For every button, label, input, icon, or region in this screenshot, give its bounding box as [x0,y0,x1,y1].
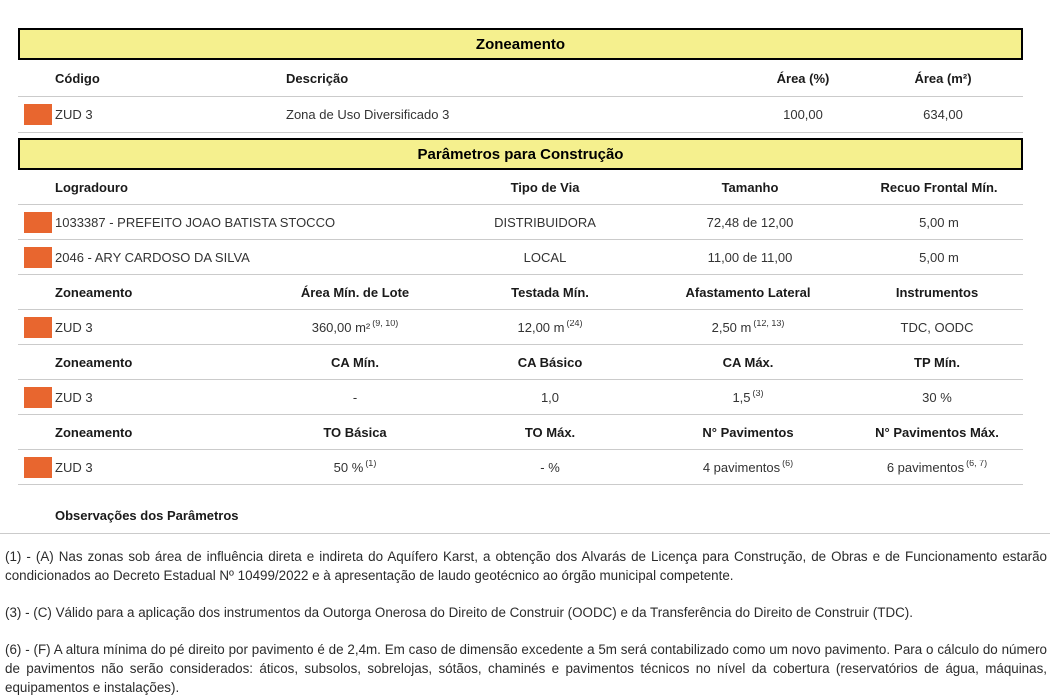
col-header-tipo-via: Tipo de Via [510,179,580,195]
logradouro-table [18,170,1023,275]
zone-description: Zona de Uso Diversificado 3 [286,107,450,122]
zone-area-m2: 634,00 [923,107,963,122]
col-header-zoneamento: Zoneamento [55,284,133,300]
street-size: 72,48 de 12,00 [706,214,794,230]
street-type: DISTRIBUIDORA [494,214,596,230]
col-header-zoneamento: Zoneamento [55,424,133,440]
section-bar-zoneamento [18,28,1023,60]
col-header-logradouro: Logradouro [55,179,128,195]
street-name: 2046 - ARY CARDOSO DA SILVA [55,249,250,265]
col-header-ca-basico: CA Básico [517,354,583,370]
zoneamento-table [18,60,1023,133]
section-bar-parametros [18,138,1023,170]
note-ref: (12, 13) [753,319,785,329]
col-header-descricao: Descrição [286,70,349,86]
swatch-cell [18,104,52,125]
swatch-cell [18,317,52,338]
col-header-to-max: TO Máx. [524,424,576,440]
col-header-ca-max: CA Máx. [722,354,774,370]
note-3: (3) - (C) Válido para a aplicação dos instrumentos da Outorga Onerosa do Direito de Construir (OODC) e da Transferência do Direito de Construir (TDC). [5,605,913,620]
zoneamento-header-row [18,60,1023,97]
zoneamento-row [18,97,1023,133]
street-size: 11,00 de 11,00 [707,249,793,265]
col-header-area-min-lote: Área Mín. de Lote [300,284,410,300]
to-basica-value: 50 % $^{(1)}$ [333,459,377,475]
col-header-to-basica: TO Básica [323,424,387,440]
min-frontage: 12,00 m $^{(24)}$ [517,319,583,335]
col-header-recuo: Recuo Frontal Mín. [880,179,998,195]
zone-code: ZUD 3 [55,107,93,122]
lote-row [18,310,1023,345]
zone-color-swatch [24,104,52,125]
col-header-n-pavimentos: N° Pavimentos [702,424,794,440]
lote-table [18,275,1023,345]
note-ref: (6, 7) [966,459,988,469]
ca-basico-value: 1,0 [540,389,560,405]
ca-max-value: 1,5 $^{(3)}$ [732,389,764,405]
pavimentos-value: 4 pavimentos $^{(6)}$ [702,459,794,475]
street-type: LOCAL [523,249,567,265]
to-header-row [18,415,1023,450]
col-header-tamanho: Tamanho [721,179,779,195]
pavimentos-max-value: 6 pavimentos $^{(6, 7)}$ [886,459,988,475]
col-header-afastamento-lateral: Afastamento Lateral [685,284,811,300]
front-setback: 5,00 m [919,249,959,265]
swatch-cell [18,457,52,478]
col-header-ca-min: CA Mín. [331,354,379,370]
lateral-setback: 2,50 m $^{(12, 13)}$ [711,319,785,335]
instruments: TDC, OODC [900,319,974,335]
zone-color-swatch [24,387,52,408]
observacoes-notes [5,547,1047,697]
col-header-testada-min: Testada Mín. [511,284,589,300]
zone-color-swatch [24,457,52,478]
col-header-zoneamento: Zoneamento [55,354,133,370]
swatch-cell [18,247,52,268]
col-header-area-pct: Área (%) [776,70,830,86]
to-table [18,415,1023,485]
ca-row [18,380,1023,415]
zone-color-swatch [24,317,52,338]
swatch-cell [18,212,52,233]
col-header-codigo: Código [55,70,100,86]
note-ref: (9, 10) [372,319,399,329]
note-ref: (3) [752,389,764,399]
observacoes-heading: Observações dos Parâmetros [0,497,1050,534]
col-header-n-pavimentos-max: N° Pavimentos Máx. [875,424,999,440]
to-row [18,450,1023,485]
zone-code: ZUD 3 [55,459,93,475]
zone-color-swatch [24,212,52,233]
logradouro-row-2 [18,240,1023,275]
swatch-cell [18,387,52,408]
ca-table [18,345,1023,415]
logradouro-header-row [18,170,1023,205]
ca-header-row [18,345,1023,380]
ca-min-value: - [352,389,358,405]
col-header-tp-min: TP Mín. [914,354,960,370]
zone-code: ZUD 3 [55,319,93,335]
zone-code: ZUD 3 [55,389,93,405]
lote-header-row [18,275,1023,310]
to-max-value: - % [540,459,560,475]
zone-color-swatch [24,247,52,268]
zone-area-pct: 100,00 [783,107,823,122]
note-6: (6) - (F) A altura mínima do pé direito por pavimento é de 2,4m. Em caso de dimensão excedente a 5m será contabilizado como um novo pavimento. Para o cálculo do número de pavimentos não serão considerados: áticos, subsolos, sobrelojas, sótãos, chaminés e pavimentos técnicos no nível da cobertura (reservatórios de água, máquinas, equipamentos e instalações). [5,642,1047,695]
note-1: (1) - (A) Nas zonas sob área de influência direta e indireta do Aquífero Karst, a obtenção dos Alvarás de Licença para Construção, de Obras e de Funcionamento estarão condicionados ao Decreto Estadual Nº 10499/2022 e à apresentação de laudo geotécnico ao órgão municipal competente. [5,549,1047,583]
section-title-zoneamento: Zoneamento [475,35,566,53]
note-ref: (6) [782,459,794,469]
note-ref: (24) [566,319,583,329]
section-title-parametros: Parâmetros para Construção [417,145,624,163]
tp-min-value: 30 % [922,389,952,405]
col-header-instrumentos: Instrumentos [895,284,979,300]
front-setback: 5,00 m [919,214,959,230]
logradouro-row-1 [18,205,1023,240]
min-lot-area: 360,00 m² $^{(9, 10)}$ [311,319,399,335]
col-header-area-m2: Área (m²) [914,70,972,86]
street-name: 1033387 - PREFEITO JOAO BATISTA STOCCO [55,214,336,230]
note-ref: (1) [365,459,377,469]
